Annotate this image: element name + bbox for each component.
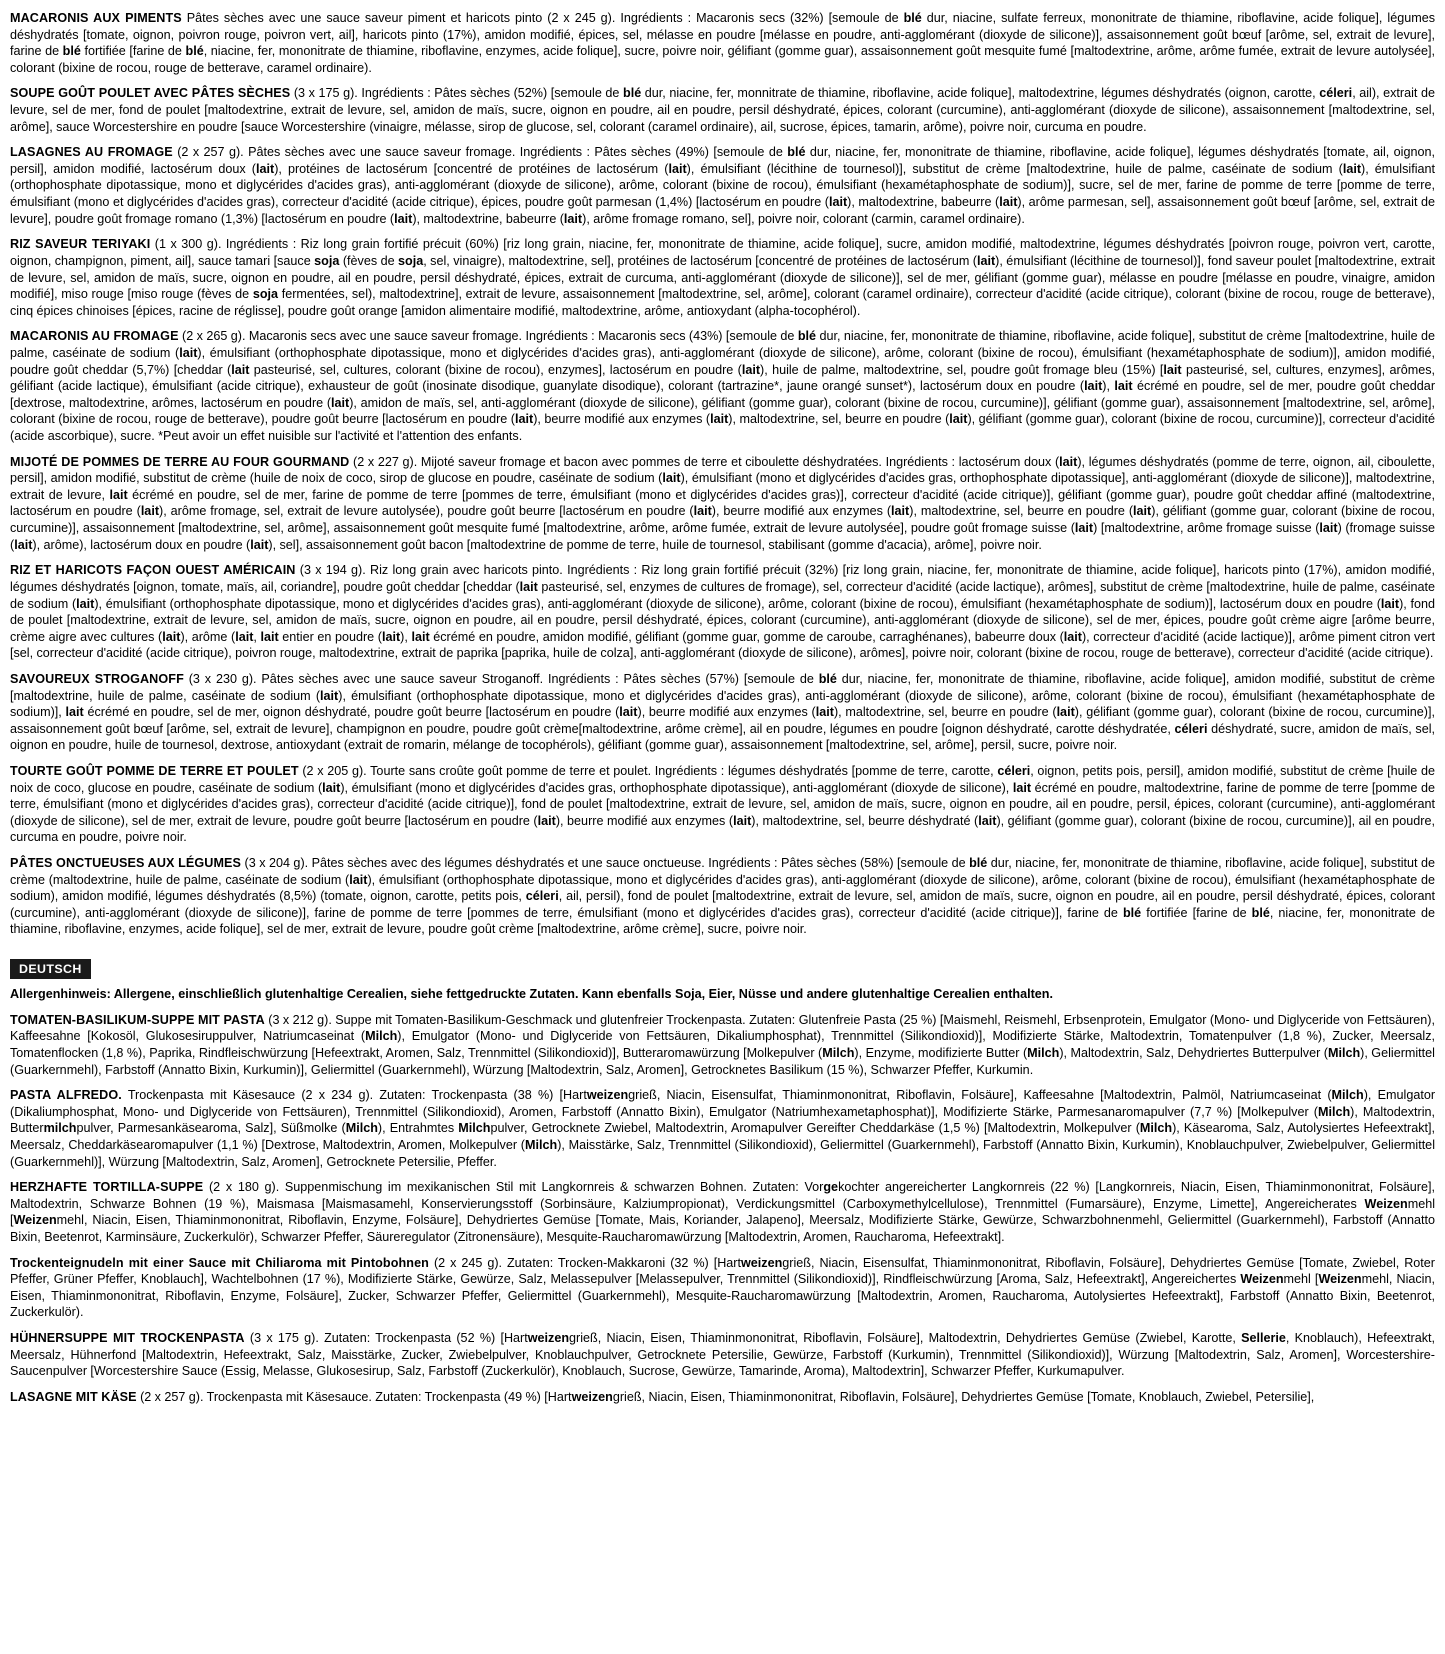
ingredient-entry bbox=[10, 855, 1435, 938]
product-ingredients: (3 x 230 g). Pâtes sèches avec une sauce saveur Stroganoff. Ingrédients : Pâtes sèches (57%) [semoule de blé dur, niacine, fer, mononitrate de thiamine, riboflavine, acide folique], amidon modifié, substitut de crème [maltodextrine, huile de palme, caséinate de sodium (lait), émulsifiant (orthophosphate dipotassique, mono et diglycérides d'acides gras), anti-agglomérant (dioxyde de silicone), arôme, colorant (bixine de rocou), émulsifiant (hexamétaphosphate de sodium)], lait écrémé en poudre, sel de mer, oignon déshydraté, poudre goût beurre [lactosérum en poudre (lait), beurre modifié aux enzymes (lait), maltodextrine, sel, beurre en poudre (lait), gélifiant (gomme guar), colorant (bixine de rocou, curcumine)], assaisonnement goût bœuf [arôme, sel, extrait de levure], champignon en poudre, poudre goût crème[maltodextrine, arôme crème], ail en poudre, légumes en poudre [oignon déshydraté, carotte déshydratée, céleri déshydraté, sucre, amidon de maïs, sel, oignon en poudre, huile de tournesol, dextrose, antioxydant (extrait de romarin, mélange de tocophérols), gélifiant (gomme guar), assaisonnement [maltodextrine, sel, arôme], persil, sucre, poivre noir. bbox=[10, 671, 1436, 753]
product-name: MACARONIS AU FROMAGE bbox=[10, 329, 179, 344]
product-ingredients: (2 x 227 g). Mijoté saveur fromage et bacon avec pommes de terre et ciboulette déshydratées. Ingrédients : lactosérum doux (lait), légumes déshydratés (pomme de terre, oignon, ail, ciboulette, persil], amidon modifié, substitut de crème (huile de noix de coco, sirop de glucose en poudre, caséinate de sodium (lait), émulsifiant (mono et diglycérides d'acides gras, orthophosphate dipotassique], anti-agglomérant (dioxyde de silicone)], maltodextrine, extrait de levure, lait écrémé en poudre, sel de mer, farine de pomme de terre [pommes de terre, émulsifiant (mono et diglycérides d'acides gras)], correcteur d'acidité (acide citrique)], gélifiant (gomme guar), poudre goût cheddar affiné (maltodextrine, lactosérum en poudre (lait), arôme fromage, sel, extrait de levure autolysée), poudre goût beurre [lactosérum en poudre (lait), beurre modifié aux enzymes (lait), maltodextrine, sel, beurre en poudre (lait), gélifiant (gomme guar, colorant (bixine de rocou, curcumine)], assaisonnement [maltodextrine, sel, arôme], assaisonnement goût mesquite fumé [maltodextrine, arôme, arôme fumée, extrait de levure autolysée], poudre goût fromage suisse (lait) [maltodextrine, arôme fromage suisse (lait) (fromage suisse (lait), arôme), lactosérum doux en poudre (lait), sel], assaisonnement goût bacon [maltodextrine de pomme de terre, huile de tournesol, stabilisant (gomme d'acacia), arôme], poivre noir. bbox=[10, 454, 1435, 552]
product-name: RIZ SAVEUR TERIYAKI bbox=[10, 237, 151, 252]
ingredient-entry bbox=[10, 10, 1435, 76]
ingredient-entry bbox=[10, 1087, 1435, 1170]
ingredient-entry bbox=[10, 328, 1435, 444]
language-header-deutsch: DEUTSCH bbox=[10, 959, 91, 979]
product-name: HÜHNERSUPPE MIT TROCKENPASTA bbox=[10, 1331, 245, 1346]
product-ingredients: (1 x 300 g). Ingrédients : Riz long grain fortifié précuit (60%) [riz long grain, niacine, fer, mononitrate de thiamine, acide folique], sucre, amidon modifié, maltodextrine, légumes déshydratés [poivron rouge, poivron vert, carotte, oignon, champignon, piment, ail], sauce tamari [sauce soja (fèves de soja, sel, vinaigre), maltodextrine, sel], protéines de lactosérum [concentré de protéines de lactosérum (lait), émulsifiant (lécithine de tournesol)], fond saveur poulet [maltodextrine, extrait de levure, sel, amidon de maïs, sucre, oignon en poudre, ail en poudre, persil déshydraté, épices, extrait de curcuma, anti-agglomérant (dioxyde de silicone)], sel de mer, gélifiant (gomme guar), mélasse en poudre [mélasse en poudre, vinaigre, amidon modifié], miso rouge [miso rouge (fèves de soja fermentées, sel), maltodextrine], extrait de levure, assaisonnement [maltodextrine, sel, arôme], colorant (caramel ordinaire), correcteur d'acidité (acide citrique), colorant (bixine de rocou, rouge de betterave), cinq épices chinoises [épices, racine de réglisse], poudre goût orange [amidon alimentaire modifié, maltodextrine, arôme, antioxydant (alpha-tocophérol). bbox=[10, 237, 1436, 318]
product-ingredients: Trockenpasta mit Käsesauce (2 x 234 g). Zutaten: Trockenpasta (38 %) [Hartweizengrieß, Niacin, Eisensulfat, Thiaminmononitrat, Riboflavin, Folsäure], Kaffeesahne [Maltodextrin, Palmöl, Natriumcaseinat (Milch), Emulgator (Dikaliumphosphat, Mono- und Diglyceride von Fettsäuren), Trennmittel (Silikondioxid), Aromen, Farbstoff (Annatto Bixin), Emulgator (Natriumhexametaphosphat)], Modifizierte Stärke, Parmesanaromapulver (7,7 %) [Molkepulver (Milch), Maltodextrin, Buttermilchpulver, Parmesankäsearoma, Salz], Süßmolke (Milch), Entrahmtes Milchpulver, Getrocknete Zwiebel, Maltodextrin, Aromapulver Gereifter Cheddarkäse (1,5 %) [Maltodextrin, Molkepulver (Milch), Käsearoma, Salz, Autolysiertes Hefeextrakt], Meersalz, Cheddarkäsearomapulver (1,1 %) [Dextrose, Maltodextrin, Aromen, Molkepulver (Milch), Maisstärke, Salz, Trennmittel (Silikondioxid), Geliermittel (Guarkernmehl), Farbstoff (Annatto Bixin, Kurkumin), Knoblauchpulver, Zwiebelpulver, Geliermittel (Guarkernmehl)], Würzung [Maltodextrin, Salz, Aromen], Getrocknete Petersilie, Pfeffer. bbox=[10, 1088, 1436, 1169]
product-name: MIJOTÉ DE POMMES DE TERRE AU FOUR GOURMAND bbox=[10, 454, 350, 469]
product-name: TOMATEN-BASILIKUM-SUPPE MIT PASTA bbox=[10, 1012, 265, 1027]
ingredient-entry bbox=[10, 1179, 1435, 1245]
product-ingredients: (2 x 245 g). Zutaten: Trocken-Makkaroni (32 %) [Hartweizengrieß, Niacin, Eisensulfat, Thiaminmononitrat, Riboflavin, Folsäure], Dehydriertes Gemüse [Tomate, Zwiebel, Roter Pfeffer, Grüner Pfeffer, Knoblauch], Wachtelbohnen (17 %), Modifizierte Stärke, Gewürze, Salz, Melassepulver [Melassepulver, Trennmittel (Silikondioxid)], Rindfleischwürzung [Aroma, Salz, Hefeextrakt], Angereichertes Weizenmehl [Weizenmehl, Niacin, Eisen, Thiaminmononitrat, Riboflavin, Enzyme, Folsäure], Zucker, Schwarzer Pfeffer, Geliermittel (Guarkernmehl), Mesquite-Raucharomawürzung [Maltodextrin, Aromen, Raucharoma, Autolysiertes Hefeextrakt], Farbstoff (Annatto Bixin, Beetenrot, Zuckerkulör). bbox=[10, 1255, 1435, 1320]
product-ingredients: (3 x 194 g). Riz long grain avec haricots pinto. Ingrédients : Riz long grain fortifié précuit (32%) [riz long grain, niacine, fer, mononitrate de thiamine, acide folique], haricots pinto (17%), amidon modifié, légumes déshydratés [oignon, tomate, maïs, ail, coriandre], poudre goût cheddar [cheddar (lait pasteurisé, sel, enzymes de cultures de fromage), sel, correcteur d'acidité (acide lactique), arômes], substitut de crème [maltodextrine, huile de palme, caséinate de sodium (lait), émulsifiant (orthophosphate dipotassique, mono et diglycérides d'acides gras), anti-agglomérant (dioxyde de silicone), arôme, colorant (bixine de rocou), émulsifiant (hexamétaphosphate de sodium)], lactosérum doux en poudre (lait), fond de poulet [maltodextrine, extrait de levure, sel, amidon de maïs, sucre, oignon en poudre, ail en poudre, persil déshydraté, épices, colorant (curcumine), anti-agglomérant (dioxyde de silicone), sel de mer, épices, poudre goût crème aigre [arôme beurre, crème aigre avec cultures (lait), arôme (lait, lait entier en poudre (lait), lait écrémé en poudre, amidon modifié, gélifiant (gomme guar, gomme de caroube, carraghénanes), babeurre doux (lait), correcteur d'acidité (acide lactique)], arôme piment citron vert [sel, correcteur d'acidité (acide citrique), poivron rouge, maltodextrine, extrait de paprika [paprika, huile de colza], anti-agglomérant (dioxyde de silicone), arômes], poivre noir, colorant (bixine de rocou, rouge de betterave), correcteur d'acidité (acide citrique). bbox=[10, 563, 1436, 661]
product-name: RIZ ET HARICOTS FAÇON OUEST AMÉRICAIN bbox=[10, 563, 296, 578]
product-name: PASTA ALFREDO. bbox=[10, 1088, 122, 1103]
product-name: PÂTES ONCTUEUSES AUX LÉGUMES bbox=[10, 856, 242, 871]
product-ingredients: (2 x 257 g). Trockenpasta mit Käsesauce. Zutaten: Trockenpasta (49 %) [Hartweizengrieß, Niacin, Eisen, Thiaminmononitrat, Riboflavin, Folsäure], Dehydriertes Gemüse [Tomate, Knoblauch, Zwiebel, Petersilie], bbox=[140, 1389, 1315, 1404]
product-ingredients: (3 x 175 g). Zutaten: Trockenpasta (52 %) [Hartweizengrieß, Niacin, Eisen, Thiaminmononitrat, Riboflavin, Folsäure], Maltodextrin, Dehydriertes Gemüse (Zwiebel, Karotte, Sellerie, Knoblauch), Hefeextrakt, Meersalz, Hühnerfond [Maltodextrin, Hefeextrakt, Salz, Maisstärke, Zucker, Zwiebelpulver, Knoblauchpulver, Getrocknete Petersilie, Gewürze, Farbstoff (Kurkumin), Trennmittel (Silikondioxid)], Würzung [Maltodextrin, Salz, Aromen], Worcestershire-Saucenpulver [Worcestershire Sauce (Essig, Melasse, Glukosesirup, Salz, Farbstoff (Zuckerkulör), Knoblauch, Sucrose, Gewürze, Tamarinde, Aroma), Maltodextrin], Schwarzer Pfeffer, Kurkumapulver. bbox=[10, 1331, 1435, 1379]
ingredient-entry bbox=[10, 671, 1435, 754]
product-name: SAVOUREUX STROGANOFF bbox=[10, 671, 184, 686]
ingredient-entry bbox=[10, 1330, 1435, 1380]
ingredient-entry bbox=[10, 454, 1435, 554]
ingredient-entry bbox=[10, 562, 1435, 662]
ingredient-entry bbox=[10, 144, 1435, 227]
product-name: TOURTE GOÛT POMME DE TERRE ET POULET bbox=[10, 763, 299, 778]
product-name: SOUPE GOÛT POULET AVEC PÂTES SÈCHES bbox=[10, 86, 291, 101]
product-ingredients: (2 x 265 g). Macaronis secs avec une sauce saveur fromage. Ingrédients : Macaronis secs (43%) [semoule de blé dur, niacine, fer, mononitrate de thiamine, riboflavine, acide folique], substitut de crème [maltodextrine, huile de palme, caséinate de sodium (lait), émulsifiant (orthophosphate dipotassique, mono et diglycérides d'acides gras), anti-agglomérant (dioxyde de silicone), arôme, colorant (bixine de rocou), émulsifiant (hexamétaphosphate de sodium)], amidon modifié, poudre goût cheddar (5,7%) [cheddar (lait pasteurisé, sel, cultures, colorant (bixine de rocou), enzymes], lactosérum en poudre (lait), huile de palme, maltodextrine, sel, poudre goût fromage bleu (15%) [lait pasteurisé, sel, cultures, enzymes], arômes, gélifiant (acide lactique), émulsifiant (acide citrique), exhausteur de goût (inosinate disodique, guanylate disodique), colorant (tartrazine*, jaune orangé sunset*), lactosérum doux en poudre (lait), lait écrémé en poudre, sel de mer, poudre goût cheddar [dextrose, maltodextrine, arômes, lactosérum en poudre (lait), amidon de maïs, sel, anti-agglomérant (dioxyde de silicone), gélifiant (gomme guar), colorant (bixine de rocou, curcumine)], gélifiant (gomme guar), assaisonnement [maltodextrine, sel, arôme], colorant (bixine de rocou, rouge de betterave), poudre goût beurre [lactosérum en poudre (lait), beurre modifié aux enzymes (lait), maltodextrine, sel, beurre en poudre (lait), gélifiant (gomme guar), colorant (bixine de rocou, curcumine)], correcteur d'acidité (acide ascorbique), sucre. *Peut avoir un effet nuisible sur l'activité et l'attention des enfants. bbox=[10, 329, 1436, 444]
ingredient-entry bbox=[10, 1012, 1435, 1078]
ingredient-entry bbox=[10, 236, 1435, 319]
product-ingredients: (2 x 205 g). Tourte sans croûte goût pomme de terre et poulet. Ingrédients : légumes déshydratés [pomme de terre, carotte, céleri, oignon, petits pois, persil], amidon modifié, substitut de crème [huile de noix de coco, glucose en poudre, caséinate de sodium (lait), émulsifiant (mono et diglycérides d'acides gras, orthophosphate dipotassique), anti-agglomérant (dioxyde de silicone), lait écrémé en poudre, maltodextrine, farine de pomme de terre [pomme de terre, émulsifiant (mono et diglycérides d'acides gras), correcteur d'acidité (acide citrique)], fond de poulet [maltodextrine, extrait de levure, sel, amidon de maïs, sucre, oignon en poudre, ail en poudre, persil, épices, colorant (curcumine), anti-agglomérant (dioxyde de silicone), sel de mer, extrait de levure, poudre goût beurre [lactosérum en poudre (lait), beurre modifié aux enzymes (lait), maltodextrine, sel, beurre déshydraté (lait), gélifiant (gomme guar), colorant (bixine de rocou, curcumine)], ail en poudre, curcuma en poudre, poivre noir. bbox=[10, 763, 1436, 845]
ingredient-entry bbox=[10, 1389, 1435, 1406]
ingredient-entry bbox=[10, 763, 1435, 846]
product-name: MACARONIS AUX PIMENTS bbox=[10, 11, 182, 25]
section-deutsch bbox=[10, 947, 1435, 1405]
product-ingredients: (3 x 175 g). Ingrédients : Pâtes sèches (52%) [semoule de blé dur, niacine, fer, monnitrate de thiamine, riboflavine, acide folique], maltodextrine, légumes déshydratés (oignon, carotte, céleri, ail), extrait de levure, sel de mer, fond de poulet [maltodextrine, extrait de levure, sel, amidon de maïs, sucre, oignon en poudre, ail en poudre, persil déshydraté, épices, colorant (curcumine), anti-agglomérant (dioxyde de silicone), assaisonnement [maltodextrine, sel, arôme], sauce Worcestershire en poudre [sauce Worcestershire (vinaigre, mélasse, sirop de glucose, sel, colorant (caramel ordinaire), ail, sucrose, épices, tamarin, arôme), poivre noir, curcuma en poudre. bbox=[10, 86, 1436, 134]
allergen-notice: Allergenhinweis: Allergene, einschließlich glutenhaltige Cerealien, siehe fettgedruckte Zutaten. Kann ebenfalls Soja, Eier, Nüsse und andere glutenhaltige Cerealien enthalten. bbox=[10, 987, 1053, 1002]
product-ingredients: (2 x 257 g). Pâtes sèches avec une sauce saveur fromage. Ingrédients : Pâtes sèches (49%) [semoule de blé dur, niacine, fer, mononitrate de thiamine, riboflavine, acide folique], légumes déshydratés [tomate, ail, oignon, persil], amidon modifié, lactosérum doux (lait), protéines de lactosérum [concentré de protéines de lactosérum (lait), émulsifiant (lécithine de tournesol)], substitut de crème [maltodextrine, huile de palme, caséinate de sodium (lait), émulsifiant (orthophosphate dipotassique, mono et diglycérides d'acides gras), anti-agglomérant (dioxyde de silicone), arôme, colorant (bixine de rocou), émulsifiant (hexamétaphosphate de sodium)], sucre, sel de mer, farine de pomme de terre [pomme de terre, émulsifiant (mono et diglycérides d'acides gras), correcteur d'acidité (acide citrique), épices, poudre goût parmesan (1,4%) [lactosérum en poudre (lait), maltodextrine, babeurre (lait), arôme parmesan, sel], assaisonnement goût bœuf [arôme, sel, extrait de levure], poudre goût fromage romano (1,3%) [lactosérum en poudre (lait), maltodextrine, babeurre (lait), arôme fromage romano, sel], poivre noir, colorant (carmin, caramel ordinaire). bbox=[10, 145, 1436, 226]
product-name: Trockenteignudeln mit einer Sauce mit Chiliaroma mit Pintobohnen bbox=[10, 1255, 429, 1270]
product-ingredients: (3 x 204 g). Pâtes sèches avec des légumes déshydratés et une sauce onctueuse. Ingrédients : Pâtes sèches (58%) [semoule de blé dur, niacine, fer, mononitrate de thiamine, riboflavine, acide folique], substitut de crème (maltodextrine, huile de palme, caséinate de sodium (lait), émulsifiant (orthophosphate dipotassique, mono et diglycérides d'acides gras), anti-agglomérant (dioxyde de silicone), arôme, colorant (bixine de rocou), émulsifiant (hexamétaphosphate de sodium), amidon modifié, légumes déshydratés (8,5%) (tomate, oignon, carotte, petits pois, céleri, ail, persil), fond de poulet [maltodextrine, extrait de levure, sel, amidon de maïs, sucre, oignon en poudre, ail en poudre, persil déshydraté, épices, colorant (curcumine), anti-agglomérant (dioxyde de silicone)], farine de pomme de terre [pommes de terre, émulsifiant (mono et diglycérides d'acides gras), correcteur d'acidité (acide citrique)], farine de blé fortifiée [farine de blé, niacine, fer, mononitrate de thiamine, riboflavine, enzymes, acide folique], sel de mer, extrait de levure, poudre goût crème [maltodextrine, arôme crème], sucre, poivre noir. bbox=[10, 856, 1435, 937]
product-ingredients: (2 x 180 g). Suppenmischung im mexikanischen Stil mit Langkornreis & schwarzen Bohnen. Zutaten: Vorgekochter angereicherter Langkornreis (22 %) [Langkornreis, Niacin, Eisen, Thiaminmononitrat, Folsäure], Maltodextrin, Schwarze Bohnen (19 %), Maismasa [Maismasamehl, Konservierungsstoff (Sorbinsäure, Kalziumpropionat), Verdickungsmittel (Carboxymethylcellulose), Trennmittel (Fumarsäure), Enzyme, Limette], Angereicherates Weizenmehl [Weizenmehl, Niacin, Eisen, Thiaminmononitrat, Riboflavin, Enzyme, Folsäure], Dehydriertes Gemüse [Tomate, Mais, Koriander, Jalapeno], Meersalz, Modifizierte Stärke, Gewürze, Schwarzbohnenmehl, Geliermittel (Guarkernmehl), Farbstoff (Annatto Bixin, Beetenrot, Karminsäure, Zuckerkulör), Schwarzer Pfeffer, Säureregulator (Zitronensäure), Mesquite-Raucharomawürzung [Maltodextrin, Aromen, Raucharoma, Hefeextrakt]. bbox=[10, 1180, 1435, 1244]
product-name: LASAGNE MIT KÄSE bbox=[10, 1389, 137, 1404]
ingredient-entry bbox=[10, 1255, 1435, 1321]
product-ingredients: Pâtes sèches avec une sauce saveur piment et haricots pinto (2 x 245 g). Ingrédients : Macaronis secs (32%) [semoule de blé dur, niacine, sulfate ferreux, mononitrate de thiamine, riboflavine, acide folique], légumes déshydratés [tomate, oignon, poivron rouge, poivron vert, ail], haricots pinto (17%), amidon modifié, épices, sel, mélasse en poudre [mélasse en poudre, anti-agglomérant (dioxyde de silicone)], assaisonnement goût bœuf [arôme, sel, extrait de levure], farine de blé fortifiée [farine de blé, niacine, fer, mononitrate de thiamine, riboflavine, enzymes, acide folique], sucre, poivre noir, gélifiant (gomme guar), assaisonnement goût mesquite fumé [maltodextrine, arôme, arôme fumée, extrait de levure autolysée], colorant (bixine de rocou, rouge de betterave, caramel ordinaire). bbox=[10, 11, 1436, 75]
ingredient-entry bbox=[10, 85, 1435, 135]
product-name: LASAGNES AU FROMAGE bbox=[10, 145, 173, 160]
product-ingredients: (3 x 212 g). Suppe mit Tomaten-Basilikum-Geschmack und glutenfreier Trockenpasta. Zutaten: Glutenfreie Pasta (25 %) [Maismehl, Reismehl, Erbsenprotein, Emulgator (Mono- und Diglyceride von Fettsäuren), Kaffeesahne [Kokosöl, Glukosesiruppulver, Natriumcaseinat (Milch), Emulgator (Mono- und Diglyceride von Fettsäuren, Dikaliumphosphat), Trennmittel (Silikondioxid)], Modifizierte Stärke, Maltodextrin, Tomatenpulver (1,8 %), Zucker, Meersalz, Tomatenflocken (1,8 %), Paprika, Rindfleischwürzung [Hefeextrakt, Aromen, Salz, Trennmittel (Silikondioxid)], Butteraromawürzung [Molkepulver (Milch), Enzyme, modifizierte Butter (Milch), Maltodextrin, Salz, Dehydriertes Butterpulver (Milch), Geliermittel (Guarkernmehl), Farbstoff (Annatto Bixin, Kurkumin)], Geliermittel (Guarkernmehl), Würzung [Maltodextrin, Salz, Aromen], Getrocknetes Basilikum (15 %), Schwarzer Pfeffer, Kurkumin. bbox=[10, 1012, 1435, 1077]
section-francais bbox=[10, 10, 1435, 938]
product-name: HERZHAFTE TORTILLA-SUPPE bbox=[10, 1180, 204, 1195]
